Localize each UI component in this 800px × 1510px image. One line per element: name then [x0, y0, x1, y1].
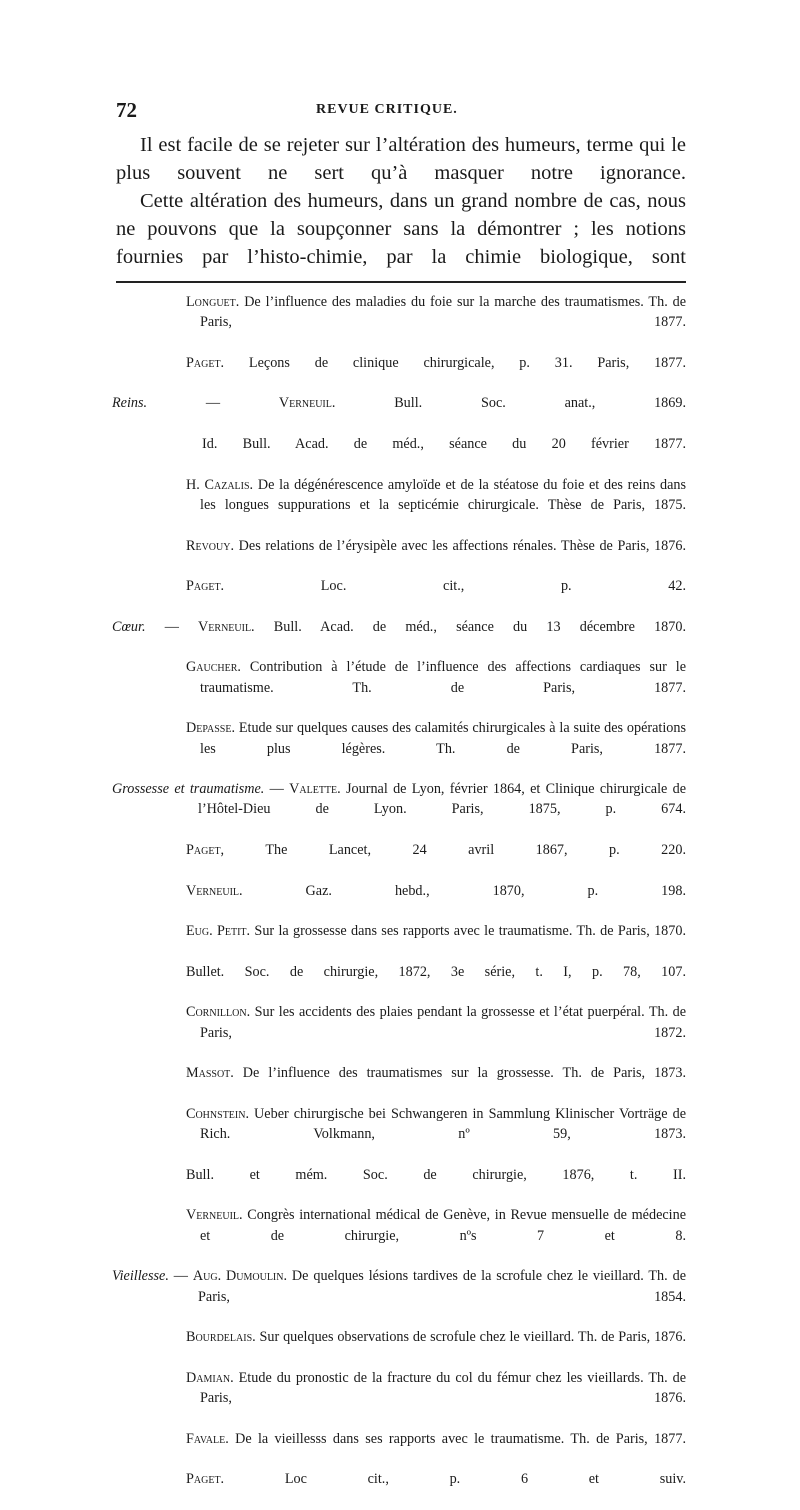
reference-entry [112, 617, 686, 658]
reference-entry [112, 1205, 686, 1266]
reference-text [112, 1469, 686, 1510]
reference-text [112, 881, 686, 922]
reference-category: Cœur. [112, 618, 146, 635]
reference-author: Verneuil. [198, 618, 255, 635]
reference-category: Grossesse et traumatisme. [112, 781, 265, 798]
page-header [116, 98, 686, 126]
reference-author: Eug. Petit. [186, 923, 251, 940]
reference-body: Sur les accidents des plaies pendant la grossesse et l’état puerpéral. Th. de Paris, 1872. [200, 1004, 686, 1041]
reference-body: De quelques lésions tardives de la scrofule chez le vieillard. Th. de Paris, 1854. [198, 1268, 686, 1305]
reference-author: Gaucher. [186, 659, 241, 676]
reference-author: Favale. [186, 1430, 229, 1447]
reference-entry [112, 536, 686, 577]
reference-entry [112, 1266, 686, 1327]
reference-text [112, 657, 686, 718]
reference-body: Id. Bull. Acad. de méd., séance du 20 février 1877. [202, 436, 686, 453]
reference-body: Contribution à l’étude de l’influence des affections cardiaques sur le traumatisme. Th. de Paris, 1877. [200, 659, 686, 696]
reference-category: Vieillesse. [112, 1268, 169, 1285]
reference-text [112, 1165, 686, 1206]
reference-body: Bull. Soc. anat., 1869. [335, 395, 687, 412]
reference-author: Massot. [186, 1065, 234, 1082]
reference-entry [112, 1368, 686, 1429]
paragraph: Cette altération des humeurs, dans un grand nombre de cas, nous ne pouvons que la soupçonner sans la démontrer ; les notions fournies par l’histo-chimie, par la chimie biologique, sont [116, 190, 686, 268]
reference-entry [112, 718, 686, 779]
reference-body: Bullet. Soc. de chirurgie, 1872, 3e série, t. I, p. 78, 107. [186, 963, 686, 980]
reference-text [112, 962, 686, 1003]
reference-text [112, 434, 686, 475]
reference-list [112, 292, 686, 1510]
reference-body: De la vieillesss dans ses rapports avec le traumatisme. Th. de Paris, 1877. [228, 1430, 686, 1447]
reference-body: Loc cit., p. 6 et suiv. [224, 1471, 686, 1488]
reference-entry [112, 657, 686, 718]
footnote-divider [116, 281, 686, 283]
reference-dash: — [145, 618, 199, 635]
reference-entry [112, 962, 686, 1003]
reference-author: H. Cazalis. [186, 476, 254, 493]
reference-body: De l’influence des maladies du foie sur la marche des traumatismes. Th. de Paris, 1877. [200, 294, 686, 331]
reference-text [112, 617, 686, 658]
reference-body: Des relations de l’érysipèle avec les affections rénales. Thèse de Paris, 1876. [234, 537, 686, 554]
reference-body: De l’influence des traumatismes sur la grossesse. Th. de Paris, 1873. [233, 1065, 686, 1082]
reference-entry [112, 1429, 686, 1470]
reference-author: Paget, [186, 842, 225, 859]
reference-author: Depasse. [186, 720, 235, 737]
reference-author: Verneuil. [186, 882, 243, 899]
reference-entry [112, 1165, 686, 1206]
reference-entry [112, 779, 686, 840]
reference-body: De la dégénérescence amyloïde et de la stéatose du foie et des reins dans les longues suppurations et la septicémie chirurgicale. Thèse de Paris, 1875. [200, 476, 686, 513]
reference-text [112, 921, 686, 962]
reference-text [112, 1104, 686, 1165]
reference-entry [112, 881, 686, 922]
reference-text [112, 475, 686, 536]
reference-body: Sur la grossesse dans ses rapports avec le traumatisme. Th. de Paris, 1870. [250, 923, 687, 940]
reference-text [112, 779, 686, 840]
reference-body: Etude du pronostic de la fracture du col du fémur chez les vieillards. Th. de Paris, 1876. [200, 1369, 686, 1407]
reference-entry [112, 1469, 686, 1510]
reference-body: Sur quelques observations de scrofule chez le vieillard. Th. de Paris, 1876. [255, 1329, 686, 1346]
page-number: 72 [116, 98, 137, 122]
reference-text [112, 1368, 686, 1429]
reference-text [112, 1205, 686, 1266]
reference-body: Gaz. hebd., 1870, p. 198. [242, 882, 686, 899]
reference-text [112, 718, 686, 779]
reference-entry [112, 1104, 686, 1165]
reference-text [112, 393, 686, 434]
reference-text [112, 1429, 686, 1470]
reference-body: Etude sur quelques causes des calamités chirurgicales à la suite des opérations les plus légères. Th. de Paris, 1877. [200, 720, 686, 757]
reference-text [112, 1327, 686, 1368]
reference-entry [112, 1063, 686, 1104]
reference-author: Longuet. [186, 294, 240, 310]
reference-dash: — [264, 781, 290, 798]
reference-body: Ueber chirurgische bei Schwangeren in Sammlung Klinischer Vorträge de Rich. Volkmann, nº 59, 1873. [200, 1105, 686, 1143]
reference-entry [112, 475, 686, 536]
reference-entry [112, 921, 686, 962]
reference-author: Cornillon. [186, 1004, 251, 1021]
reference-text [112, 353, 686, 394]
reference-author: Damian. [186, 1369, 234, 1386]
reference-author: Paget. [186, 578, 225, 595]
reference-entry [112, 576, 686, 617]
reference-text [112, 1063, 686, 1104]
reference-author: Revouy. [186, 537, 235, 554]
body-text [116, 131, 686, 271]
reference-entry [112, 353, 686, 394]
reference-text [112, 292, 686, 353]
reference-text [112, 1002, 686, 1063]
reference-body: Bull. et mém. Soc. de chirurgie, 1876, t. II. [186, 1166, 686, 1183]
reference-text [112, 576, 686, 617]
reference-body: Bull. Acad. de méd., séance du 13 décembre 1870. [254, 618, 686, 635]
reference-text [112, 840, 686, 881]
reference-dash: — [147, 395, 279, 412]
reference-entry [112, 292, 686, 353]
reference-entry [112, 393, 686, 434]
reference-body: Loc. cit., p. 42. [224, 578, 686, 595]
reference-text [112, 536, 686, 577]
reference-category: Reins. [112, 395, 148, 412]
reference-author: Paget. [186, 354, 225, 371]
reference-author: Paget. [186, 1471, 225, 1488]
reference-body: Congrès international médical de Genève, in Revue mensuelle de médecine et de chirurgie, nºs 7 et 8. [200, 1207, 686, 1244]
reference-author: Valette. [289, 781, 341, 798]
reference-entry [112, 840, 686, 881]
reference-entry [112, 434, 686, 475]
reference-author: Verneuil. [278, 395, 336, 412]
reference-author: Cohnstein. [186, 1105, 250, 1122]
reference-author: Verneuil. [186, 1207, 243, 1224]
reference-dash: — [168, 1268, 193, 1285]
reference-entry [112, 1002, 686, 1063]
reference-entry [112, 1327, 686, 1368]
reference-body: Leçons de clinique chirurgicale, p. 31. Paris, 1877. [224, 354, 686, 371]
reference-text [112, 1266, 686, 1327]
reference-author: Bourdelais. [186, 1329, 256, 1346]
paragraph: Il est facile de se rejeter sur l’altération des humeurs, terme qui le plus souvent ne sert qu’à masquer notre ignorance. [116, 134, 686, 184]
running-title: REVUE CRITIQUE. [316, 102, 458, 117]
reference-author: Aug. Dumoulin. [192, 1268, 288, 1285]
reference-body: Journal de Lyon, février 1864, et Clinique chirurgicale de l’Hôtel-Dieu de Lyon. Paris, 1875, p. 674. [198, 781, 686, 818]
reference-body: The Lancet, 24 avril 1867, p. 220. [224, 842, 686, 859]
